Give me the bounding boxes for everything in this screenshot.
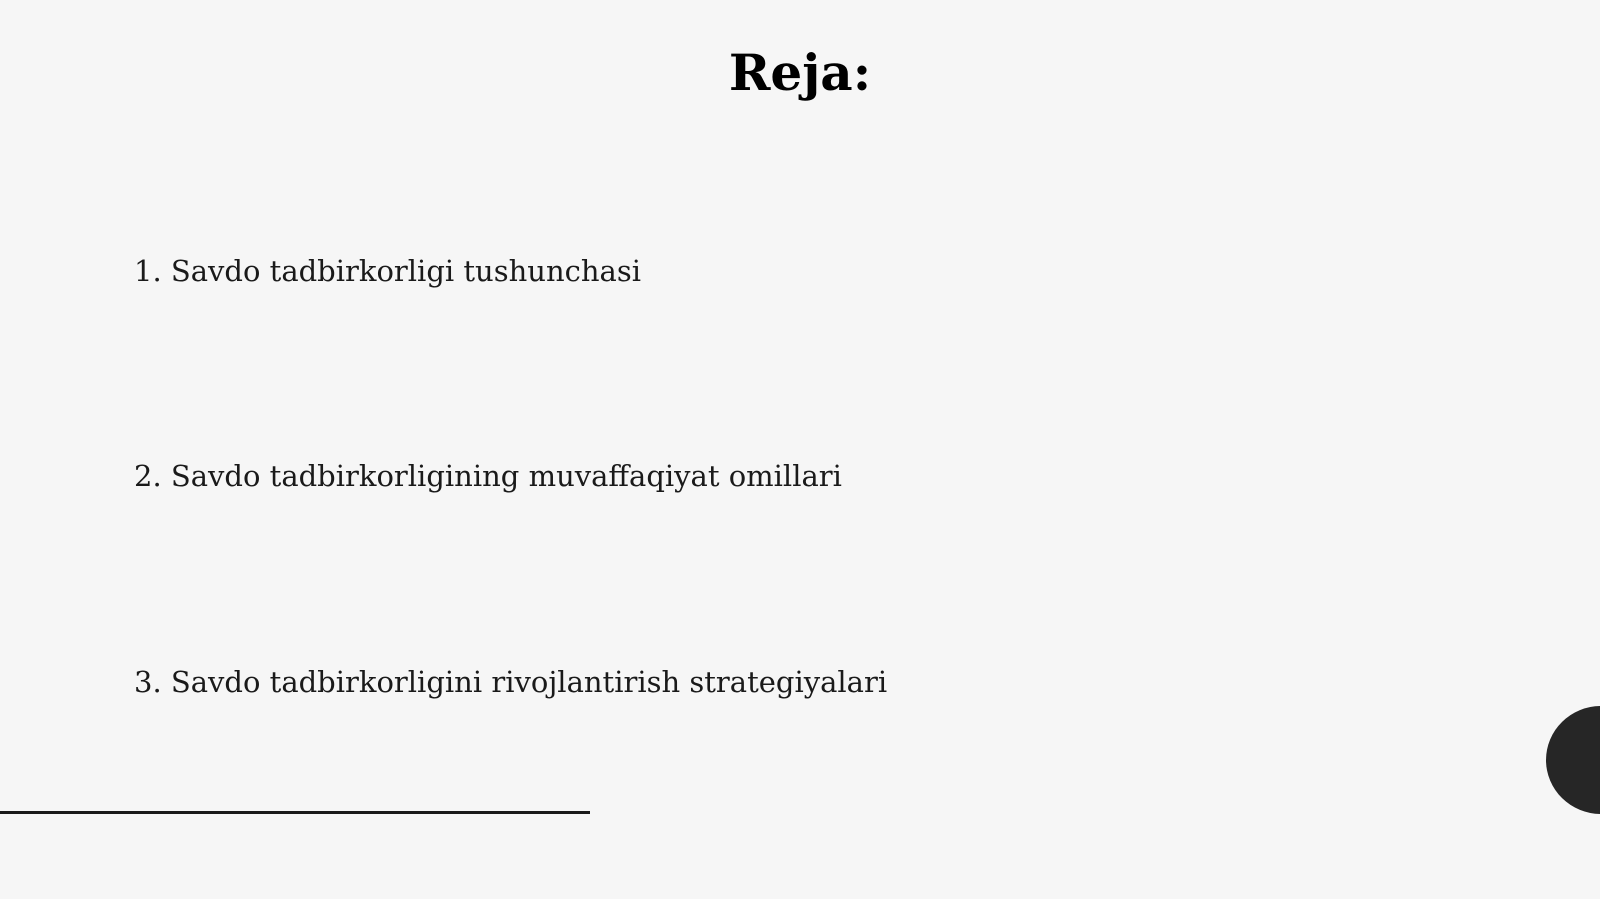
agenda-item-text: Savdo tadbirkorligini rivojlantirish strategiyalari [170,665,888,699]
agenda-item [134,662,887,702]
decorative-circle [1546,706,1600,814]
agenda-item-number: 1. [134,254,162,288]
agenda-item-text: Savdo tadbirkorligining muvaffaqiyat omillari [170,459,842,493]
agenda-item [134,251,641,291]
decorative-line [0,811,590,814]
agenda-item [134,456,842,496]
slide-title: Reja: [728,43,872,102]
agenda-item-number: 3. [134,665,162,699]
agenda-item-text: Savdo tadbirkorligi tushunchasi [170,254,641,288]
agenda-item-number: 2. [134,459,162,493]
